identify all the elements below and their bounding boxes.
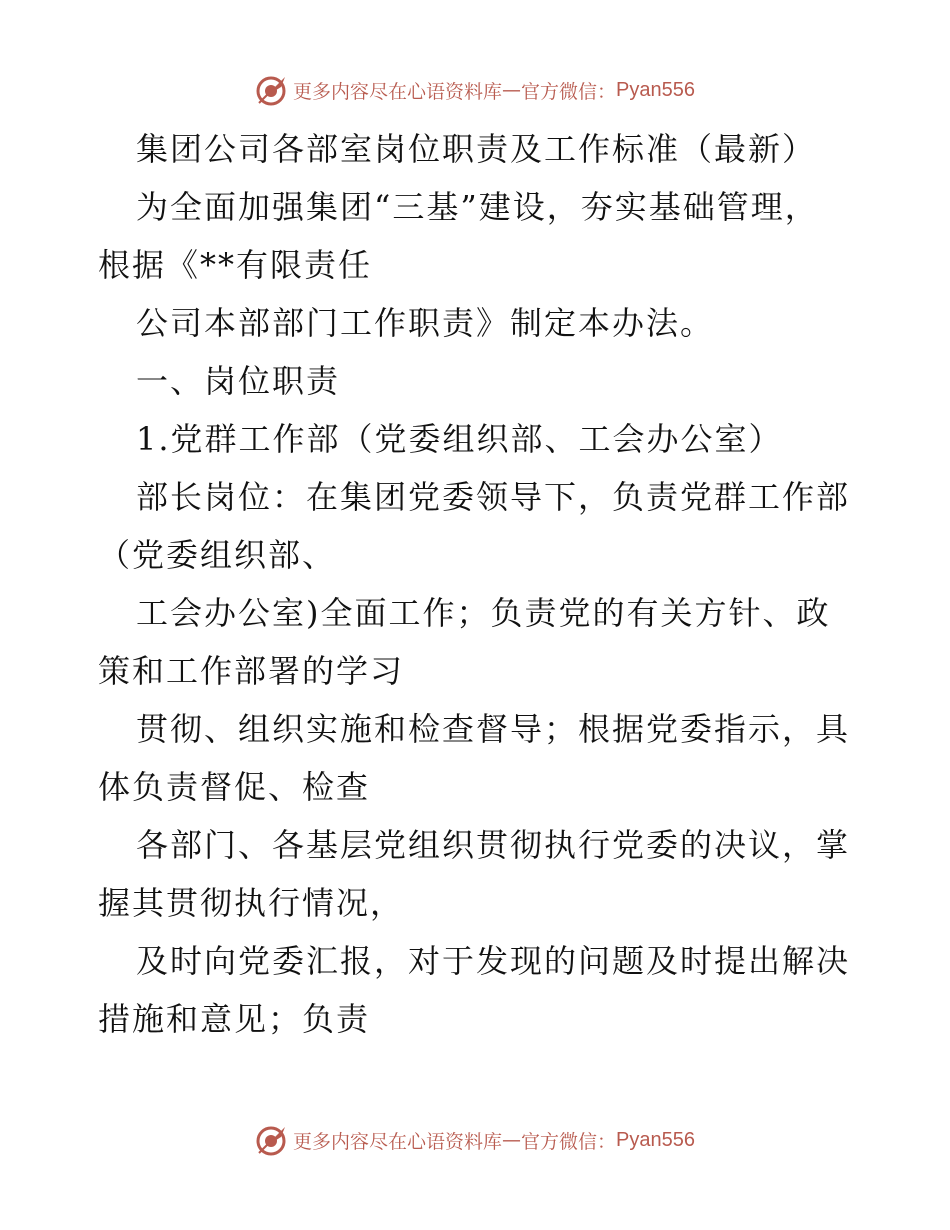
quill-logo-icon bbox=[255, 73, 289, 107]
watermark-dash: — bbox=[502, 1129, 522, 1151]
text-line: 部长岗位：在集团党委领导下，负责党群工作部 bbox=[136, 478, 851, 516]
text-line: 握其贯彻执行情况， bbox=[98, 884, 405, 922]
text-line: 措施和意见；负责 bbox=[98, 1000, 371, 1038]
text-line: 体负责督促、检查 bbox=[98, 768, 371, 806]
watermark-text: 更多内容尽在心语资料库 bbox=[293, 1130, 503, 1153]
watermark-wechat-id: Pyan556 bbox=[616, 78, 695, 101]
text-line: 策和工作部署的学习 bbox=[98, 652, 405, 690]
text-line: 贯彻、组织实施和检查督导；根据党委指示，具 bbox=[136, 710, 851, 748]
watermark-text: 更多内容尽在心语资料库 bbox=[293, 80, 503, 103]
text-line: 1.党群工作部（党委组织部、工会办公室） bbox=[136, 420, 783, 458]
watermark-wechat-label: 官方微信： bbox=[521, 1130, 617, 1153]
text-line: 工会办公室)全面工作；负责党的有关方针、政 bbox=[136, 594, 831, 632]
watermark-wechat-id: Pyan556 bbox=[616, 1128, 695, 1151]
text-line: 及时向党委汇报，对于发现的问题及时提出解决 bbox=[136, 942, 851, 980]
footer-watermark-banner bbox=[0, 1120, 950, 1160]
text-line: 一、岗位职责 bbox=[136, 362, 341, 400]
text-line: 各部门、各基层党组织贯彻执行党委的决议，掌 bbox=[136, 826, 851, 864]
text-line: 为全面加强集团“三基”建设，夯实基础管理， bbox=[136, 188, 819, 226]
text-line: （党委组织部、 bbox=[98, 536, 337, 574]
quill-logo-icon bbox=[255, 1123, 289, 1157]
text-line: 公司本部部门工作职责》制定本办法。 bbox=[136, 304, 715, 342]
watermark-dash: — bbox=[502, 79, 522, 101]
text-line: 根据《**有限责任 bbox=[98, 246, 373, 284]
header-watermark-banner bbox=[0, 70, 950, 110]
watermark-wechat-label: 官方微信： bbox=[521, 80, 617, 103]
text-line: 集团公司各部室岗位职责及工作标准（最新） bbox=[136, 130, 817, 168]
document-body bbox=[98, 120, 858, 1048]
